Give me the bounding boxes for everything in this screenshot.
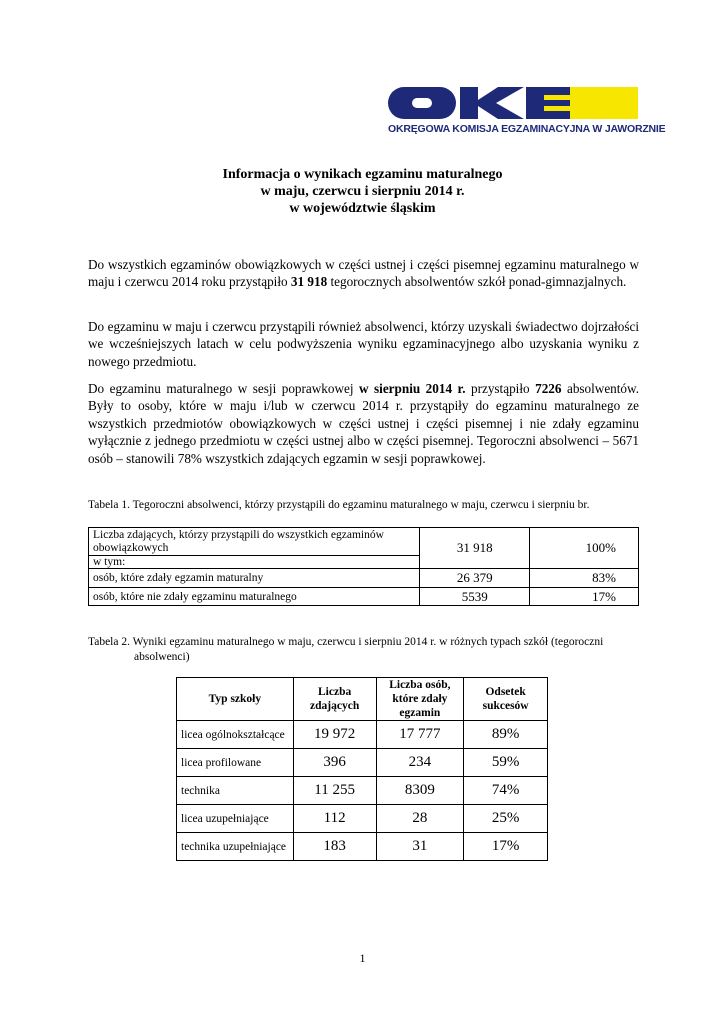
exam-count: 396 — [293, 749, 376, 777]
p3-bold-date: w sierpniu 2014 r. — [359, 381, 466, 396]
oke-logo-mark — [388, 87, 638, 121]
table1-sub-label: w tym: — [89, 556, 420, 569]
school-type: licea uzupełniające — [177, 805, 294, 833]
table1-total-value: 31 918 — [420, 528, 530, 569]
success-rate: 89% — [464, 721, 548, 749]
table1-passed-label: osób, które zdały egzamin maturalny — [89, 569, 420, 588]
table2-caption: Tabela 2. Wyniki egzaminu maturalnego w maju, czerwcu i sierpniu 2014 r. w różnych typach szkół (tegoroczni absolwenci) — [88, 636, 604, 663]
success-rate: 17% — [464, 833, 548, 861]
exam-count: 19 972 — [293, 721, 376, 749]
table2-header-rate: Odsetek sukcesów — [464, 678, 548, 721]
p1-text-after: tegorocznych absolwentów szkół ponad-gimnazjalnych. — [327, 274, 627, 290]
p3-text-after: absolwentów. Były to osoby, które w maju i/lub w czerwcu 2014 r. przystąpiły do egzaminu maturalnego ze wszystkich przedmiotów obowiązkowych w części ustnej i części pisemnej i nie zdały egzaminu wyłącznie z jednego przedmiotu w części ustnej albo w części pisemnej. Tegoroczni absolwenci – 5671 osób – stanowili 78% wszystkich zdających egzamin w sesji poprawkowej. — [88, 381, 639, 466]
p1-text-before: Do wszystkich egzaminów obowiązkowych w części ustnej i części pisemnej egzaminu maturalnego w maju i czerwcu 2014 roku przystąpiło — [88, 257, 639, 290]
exam-count: 11 255 — [293, 777, 376, 805]
success-rate: 25% — [464, 805, 548, 833]
success-rate: 74% — [464, 777, 548, 805]
table-row — [177, 833, 548, 861]
page-number: 1 — [359, 951, 366, 965]
exam-count: 183 — [293, 833, 376, 861]
title-line-1: Informacja o wynikach egzaminu maturalnego — [222, 167, 503, 182]
table1 — [88, 527, 639, 606]
logo-subtitle: OKRĘGOWA KOMISJA EGZAMINACYJNA W JAWORZNIE — [388, 123, 666, 135]
document-title — [90, 166, 635, 217]
table1-failed-value: 5539 — [420, 588, 530, 606]
school-type: technika — [177, 777, 294, 805]
p3-text-middle: przystąpiło — [465, 381, 536, 396]
p3-bold-count: 7226 — [535, 381, 562, 396]
table1-failed-label: osób, które nie zdały egzaminu maturalnego — [89, 588, 420, 606]
table2-header-count: Liczba zdających — [293, 678, 376, 721]
table2-header-type: Typ szkoły — [177, 678, 294, 721]
passed-count: 8309 — [376, 777, 464, 805]
table-row — [177, 777, 548, 805]
school-type: licea ogólnokształcące — [177, 721, 294, 749]
school-type: licea profilowane — [177, 749, 294, 777]
p3-text-before: Do egzaminu maturalnego w sesji poprawkowej — [88, 381, 359, 396]
table1-failed-pct: 17% — [530, 588, 639, 606]
p1-bold-count: 31 918 — [290, 274, 328, 290]
table1-total-pct: 100% — [530, 528, 639, 569]
title-line-3: w województwie śląskim — [289, 201, 436, 216]
title-line-2: w maju, czerwcu i sierpniu 2014 r. — [260, 184, 465, 199]
table1-passed-pct: 83% — [530, 569, 639, 588]
passed-count: 17 777 — [376, 721, 464, 749]
paragraph-2: Do egzaminu w maju i czerwcu przystąpili również absolwenci, którzy uzyskali świadectwo dojrzałości we wcześniejszych latach w celu podwyższenia wyniku egzaminacyjnego albo uzyskania wyniku z nowego przedmiotu. — [88, 319, 639, 369]
table1-row-passed — [89, 569, 639, 588]
paragraph-1 — [88, 256, 639, 291]
table-row — [177, 805, 548, 833]
table-row — [177, 749, 548, 777]
exam-count: 112 — [293, 805, 376, 833]
table2 — [176, 677, 548, 861]
table2-header-passed: Liczba osób, które zdały egzamin — [376, 678, 464, 721]
school-type: technika uzupełniające — [177, 833, 294, 861]
table1-row-failed — [89, 588, 639, 606]
table1-passed-value: 26 379 — [420, 569, 530, 588]
table2-header-row — [177, 678, 548, 721]
table-row — [177, 721, 548, 749]
success-rate: 59% — [464, 749, 548, 777]
paragraph-3 — [88, 380, 639, 467]
passed-count: 234 — [376, 749, 464, 777]
passed-count: 31 — [376, 833, 464, 861]
table1-total-label: Liczba zdających, którzy przystąpili do wszystkich egzaminów obowiązkowych — [89, 528, 420, 556]
oke-logo — [388, 87, 666, 137]
passed-count: 28 — [376, 805, 464, 833]
table1-row-total — [89, 528, 639, 556]
table1-caption: Tabela 1. Tegoroczni absolwenci, którzy przystąpili do egzaminu maturalnego w maju, czerwcu i sierpniu br. — [88, 499, 590, 511]
